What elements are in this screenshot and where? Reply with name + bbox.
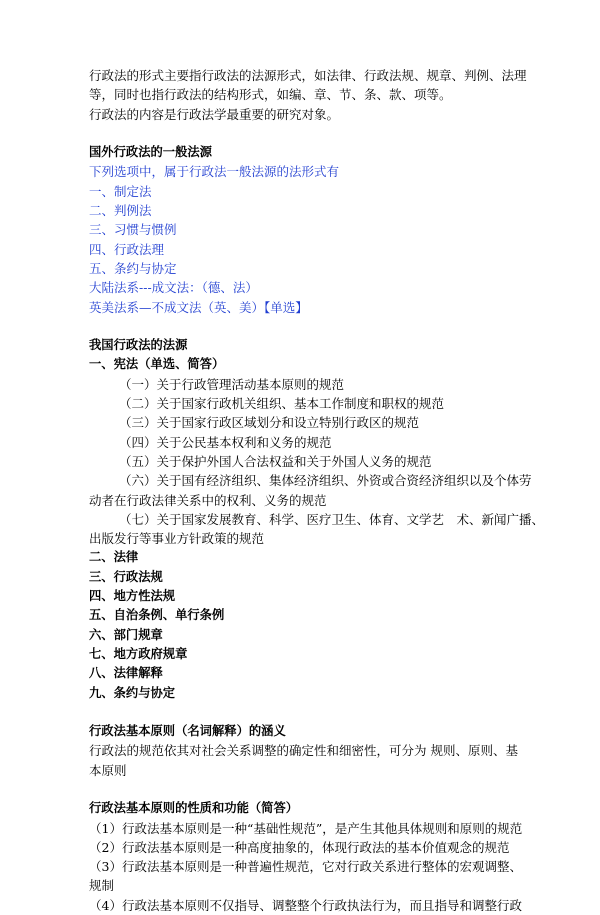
nature-heading: 行政法基本原则的性质和功能（简答） [89,801,299,816]
source-item: 九、条约与协定 [89,685,176,700]
constitution-sub-item: （五）关于保护外国人合法权益和关于外国人义务的规范 [119,453,432,469]
intro-line: 行政法的形式主要指行政法的法源形式，如法律、行政法规、规章、判例、法理 [89,68,527,83]
intro-line: 行政法的内容是行政法学最重要的研究对象。 [89,106,340,122]
nature-item: 规制 [89,878,115,894]
source-item: 六、部门规章 [89,627,163,642]
nature-item: （3）行政法基本原则是一种普遍性规范，它对行政关系进行整体的宏观调整、 [89,859,522,875]
source-item: 七、地方政府规章 [89,646,188,661]
intro-line: 等，同时也指行政法的结构形式，如编、章、节、条、款、项等。 [89,87,452,103]
principle-heading: 行政法基本原则（名词解释）的涵义 [89,724,286,739]
constitution-sub-item-cont: 出版发行等事业方针政策的规范 [89,531,265,547]
constitution-sub-item: （四）关于公民基本权利和义务的规范 [119,434,332,450]
anglo-law-line: 英美法系—不成文法（英、美）【单选】 [89,299,308,315]
foreign-question: 下列选项中，属于行政法一般法源的法形式有 [89,164,340,180]
nature-item: （4）行政法基本原则不仅指导、调整整个行政执法行为，而且指导和调整行政 [89,897,522,913]
constitution-sub-item: （七）关于国家发展教育、科学、医疗卫生、体育、文学艺 术、新闻广播、 [119,511,545,527]
domestic-heading: 我国行政法的法源 [89,338,188,353]
foreign-option: 二、判例法 [89,203,152,219]
source-item: 五、自治条例、单行条例 [89,608,225,623]
source-item: 四、地方性法规 [89,589,176,604]
source-item: 八、法律解释 [89,666,163,681]
foreign-heading: 国外行政法的一般法源 [89,145,212,160]
constitution-heading: 一、宪法（单选、简答） [89,357,225,372]
nature-item: （1）行政法基本原则是一种“基础性规范”，是产生其他具体规则和原则的规范 [89,820,523,836]
nature-item: （2）行政法基本原则是一种高度抽象的，体现行政法的基本价值观念的规范 [89,839,510,855]
foreign-option: 三、习惯与惯例 [89,222,177,238]
constitution-sub-item: （一）关于行政管理活动基本原则的规范 [119,376,345,392]
constitution-sub-item-cont: 动者在行政法律关系中的权利、义务的规范 [89,492,327,508]
constitution-sub-item: （二）关于国家行政机关组织、基本工作制度和职权的规范 [119,396,445,412]
foreign-option: 四、行政法理 [89,241,165,257]
principle-text: 行政法的规范依其对社会关系调整的确定性和细密性，可分为 规则、原则、基 [89,743,518,759]
source-item: 二、法律 [89,550,139,565]
principle-text: 本原则 [89,762,127,778]
foreign-option: 五、条约与协定 [89,260,177,276]
constitution-sub-item: （三）关于国家行政区域划分和设立特别行政区的规范 [119,415,420,431]
source-item: 三、行政法规 [89,569,163,584]
document-page [89,66,545,915]
constitution-sub-item: （六）关于国有经济组织、集体经济组织、外资或合资经济组织以及个体劳 [119,473,532,489]
foreign-option: 一、制定法 [89,183,152,199]
continental-law-line: 大陆法系---成文法：（德、法） [89,280,258,296]
